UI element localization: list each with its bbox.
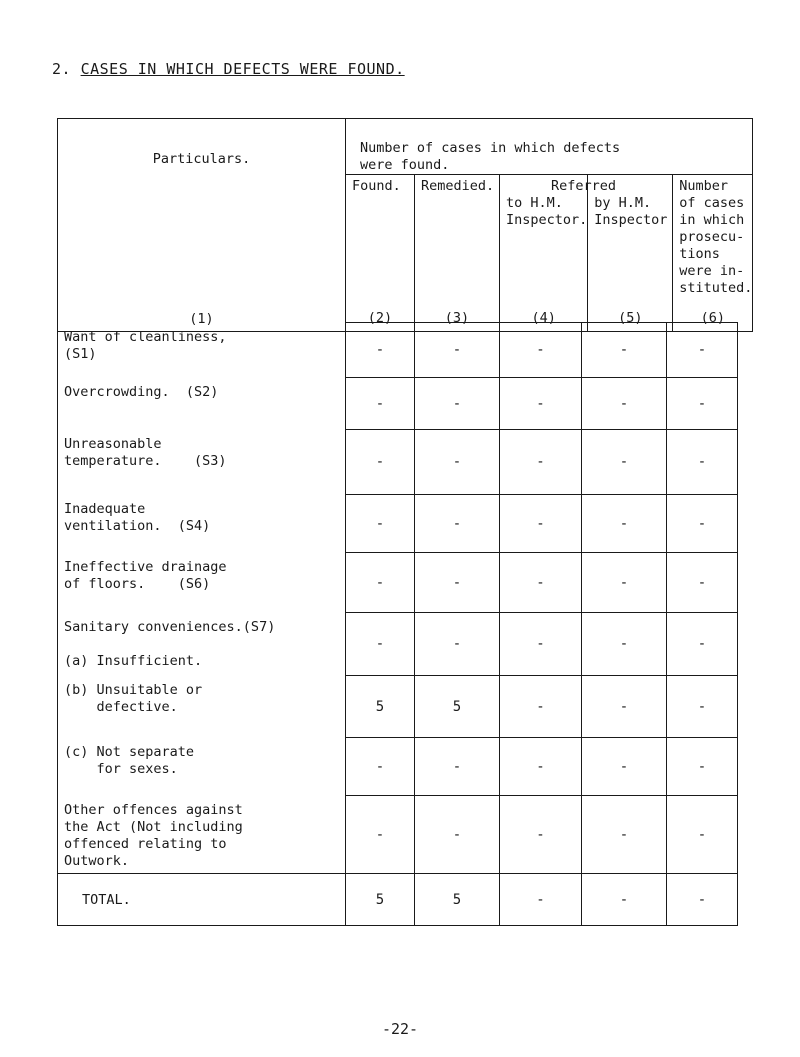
row-value-col-6: - — [667, 613, 738, 676]
row-particular: (b) Unsuitable or defective. — [58, 676, 346, 738]
row-value-col-6: - — [667, 676, 738, 738]
row-particular: Sanitary conveniences.(S7) (a) Insufficient. — [58, 613, 346, 676]
referred-label: Referred — [550, 178, 617, 194]
row-value-col-2: - — [346, 613, 415, 676]
row-value-col-5: - — [582, 613, 667, 676]
row-value-col-3: 5 — [415, 676, 500, 738]
col-prosecutions-header — [673, 175, 753, 332]
section-heading — [52, 60, 405, 78]
table-row — [58, 495, 738, 553]
table-row — [58, 613, 738, 676]
row-value-col-2: - — [346, 796, 415, 874]
section-title: CASES IN WHICH DEFECTS WERE FOUND. — [80, 60, 405, 78]
cases-group-header — [346, 119, 753, 175]
row-value-col-2: - — [346, 738, 415, 796]
row-value-col-5: - — [582, 378, 667, 430]
total-value-col-6: - — [667, 874, 738, 926]
row-value-col-6: - — [667, 738, 738, 796]
particulars-col-number: (1) — [189, 311, 214, 327]
row-particular: Want of cleanliness, (S1) — [58, 323, 346, 378]
table-row — [58, 553, 738, 613]
col-prosecutions-label: Number of cases in which prosecu- tions were in- stituted. — [679, 178, 753, 296]
total-value-col-4: - — [500, 874, 582, 926]
row-value-col-3: - — [415, 553, 500, 613]
row-value-col-5: - — [582, 676, 667, 738]
row-value-col-4: - — [500, 796, 582, 874]
row-value-col-4: - — [500, 613, 582, 676]
row-value-col-4: - — [500, 676, 582, 738]
col-referred-to-header — [500, 175, 617, 332]
page-number: -22- — [381, 1020, 419, 1038]
row-value-col-5: - — [582, 796, 667, 874]
row-value-col-3: - — [415, 613, 500, 676]
row-value-col-2: - — [346, 430, 415, 495]
row-value-col-3: - — [415, 323, 500, 378]
row-value-col-5: - — [582, 430, 667, 495]
row-value-col-2: - — [346, 553, 415, 613]
particulars-label: Particulars. — [152, 151, 251, 167]
defects-table — [57, 118, 753, 332]
table-row — [58, 796, 738, 874]
particulars-header — [58, 119, 346, 332]
row-particular: Unreasonable temperature. (S3) — [58, 430, 346, 495]
col-referred-to-number: (4) — [531, 310, 556, 326]
table-row — [58, 323, 738, 378]
row-value-col-2: - — [346, 323, 415, 378]
total-value-col-2: 5 — [346, 874, 415, 926]
col-referred-by-header — [588, 175, 673, 332]
row-value-col-6: - — [667, 378, 738, 430]
row-value-col-2: - — [346, 378, 415, 430]
col-remedied-header — [415, 175, 500, 332]
row-value-col-6: - — [667, 430, 738, 495]
row-particular: Ineffective drainage of floors. (S6) — [58, 553, 346, 613]
row-particular: (c) Not separate for sexes. — [58, 738, 346, 796]
col-remedied-label: Remedied. — [421, 178, 495, 194]
table-row — [58, 676, 738, 738]
table-row — [58, 430, 738, 495]
defects-table-body — [57, 322, 738, 926]
row-particular: Other offences against the Act (Not including offenced relating to Outwork. — [58, 796, 346, 874]
row-value-col-3: - — [415, 378, 500, 430]
row-value-col-3: - — [415, 738, 500, 796]
row-value-col-4: - — [500, 378, 582, 430]
total-value-col-3: 5 — [415, 874, 500, 926]
col-found-label: Found. — [352, 178, 401, 194]
row-value-col-5: - — [582, 553, 667, 613]
total-row — [58, 874, 738, 926]
col-referred-by-number: (5) — [618, 310, 643, 326]
row-value-col-5: - — [582, 323, 667, 378]
row-value-col-4: - — [500, 738, 582, 796]
row-value-col-4: - — [500, 430, 582, 495]
row-value-col-6: - — [667, 553, 738, 613]
row-value-col-3: - — [415, 430, 500, 495]
row-particular: Overcrowding. (S2) — [58, 378, 346, 430]
cases-group-title: Number of cases in which defects were found. — [360, 140, 621, 173]
col-referred-by-label: by H.M. Inspector — [594, 195, 668, 228]
total-value-col-5: - — [582, 874, 667, 926]
section-number: 2. — [52, 60, 72, 78]
row-value-col-2: - — [346, 495, 415, 553]
col-prosecutions-number: (6) — [700, 310, 726, 326]
row-value-col-4: - — [500, 553, 582, 613]
row-value-col-6: - — [667, 495, 738, 553]
row-value-col-4: - — [500, 323, 582, 378]
row-value-col-5: - — [582, 495, 667, 553]
col-found-header — [346, 175, 415, 332]
col-found-number: (2) — [367, 310, 393, 326]
table-row — [58, 738, 738, 796]
row-value-col-5: - — [582, 738, 667, 796]
table-row — [58, 378, 738, 430]
row-value-col-6: - — [667, 323, 738, 378]
col-remedied-number: (3) — [444, 310, 470, 326]
row-value-col-3: - — [415, 495, 500, 553]
total-label: TOTAL. — [58, 874, 346, 926]
row-value-col-4: - — [500, 495, 582, 553]
row-value-col-2: 5 — [346, 676, 415, 738]
row-value-col-6: - — [667, 796, 738, 874]
row-value-col-3: - — [415, 796, 500, 874]
col-referred-to-label: to H.M. Inspector. — [506, 195, 588, 228]
row-particular: Inadequate ventilation. (S4) — [58, 495, 346, 553]
